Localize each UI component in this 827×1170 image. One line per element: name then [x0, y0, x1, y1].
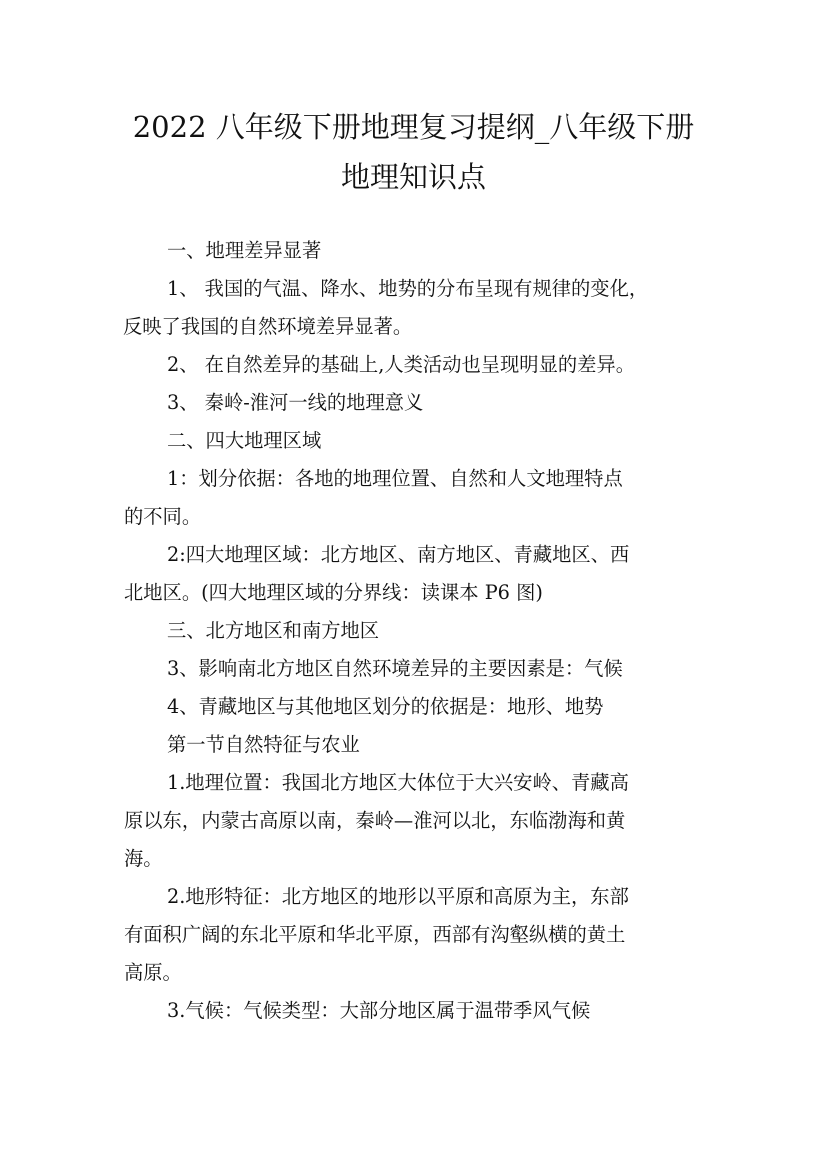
text-line: 1.地理位置：我国北方地区大体位于大兴安岭、青藏高 [167, 771, 629, 794]
text-line: 北地区。(四大地理区域的分界线：读课本 P6 图) [124, 581, 543, 604]
paragraph [124, 688, 704, 726]
text-line: 有面积广阔的东北平原和华北平原，西部有沟壑纵横的黄土 [124, 923, 626, 946]
paragraph [124, 878, 704, 992]
text-line: 4、青藏地区与其他地区划分的依据是：地形、地势 [167, 695, 604, 718]
title-line-2: 地理知识点 [340, 160, 486, 194]
paragraph [124, 270, 704, 346]
paragraph [124, 726, 704, 764]
text-line: 2、 在自然差异的基础上,人类活动也呈现明显的差异。 [167, 353, 635, 376]
text-line: 1：划分依据：各地的地理位置、自然和人文地理特点 [167, 467, 623, 490]
title-line-1: 2022 八年级下册地理复习提纲_八年级下册 [132, 110, 695, 144]
text-line: 原以东，内蒙古高原以南，秦岭—淮河以北，东临渤海和黄 [124, 809, 626, 832]
text-line: 的不同。 [124, 505, 202, 528]
text-line: 一、地理差异显著 [167, 239, 322, 262]
document-body [124, 232, 704, 1030]
text-line: 2.地形特征：北方地区的地形以平原和高原为主，东部 [167, 885, 629, 908]
paragraph [124, 232, 704, 270]
paragraph [124, 650, 704, 688]
text-line: 二、四大地理区域 [167, 429, 322, 452]
text-line: 三、北方地区和南方地区 [167, 619, 380, 642]
text-line: 2:四大地理区域：北方地区、南方地区、青藏地区、西 [167, 543, 630, 566]
paragraph [124, 460, 704, 536]
page-title [100, 102, 727, 202]
text-line: 3、影响南北方地区自然环境差异的主要因素是：气候 [167, 657, 623, 680]
text-line: 高原。 [124, 961, 182, 984]
text-line: 3、 秦岭-淮河一线的地理意义 [167, 391, 424, 414]
paragraph [124, 992, 704, 1030]
text-line: 3.气候：气候类型：大部分地区属于温带季风气候 [167, 999, 591, 1022]
paragraph [124, 764, 704, 878]
text-line: 反映了我国的自然环境差异显著。 [123, 315, 413, 338]
paragraph [124, 384, 704, 422]
paragraph [124, 422, 704, 460]
text-line: 1、 我国的气温、降水、地势的分布呈现有规律的变化， [167, 277, 649, 300]
paragraph [124, 536, 704, 612]
paragraph [124, 346, 704, 384]
text-line: 第一节自然特征与农业 [167, 733, 360, 756]
paragraph [124, 612, 704, 650]
text-line: 海。 [124, 847, 163, 870]
